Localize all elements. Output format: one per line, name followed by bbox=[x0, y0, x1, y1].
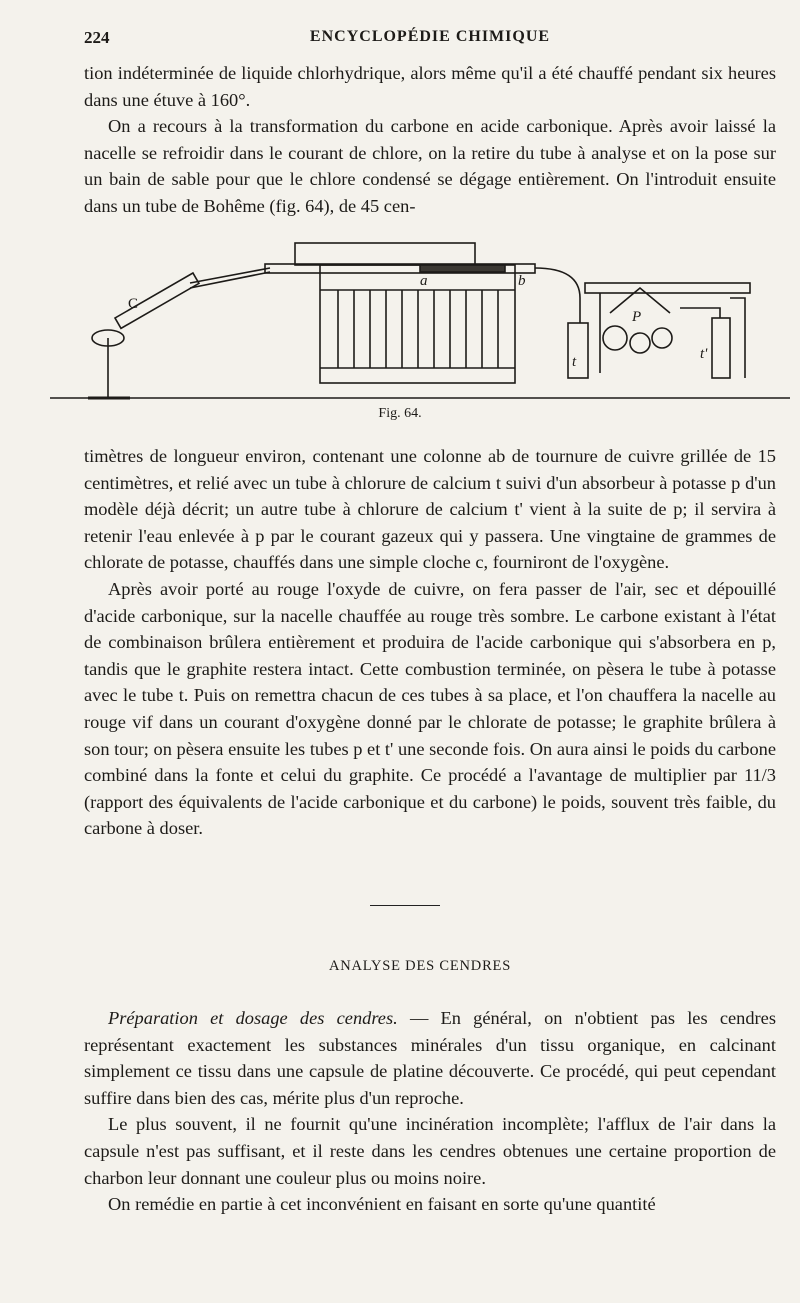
paragraph: On a recours à la transformation du carbone en acide carbonique. Après avoir laissé la nacelle se refroidir dans le courant de chlore, on la retire du tube à analyse et on la pose sur un bain de sable pour que le chlore condensé se dégage entièrement. On l'introduit ensuite dans un tube de Bohême (fig. 64), de 45 cen- bbox=[84, 116, 776, 216]
link-tube bbox=[680, 308, 720, 318]
text-block-top bbox=[84, 60, 776, 220]
support-shelf bbox=[585, 283, 750, 293]
subsection-body: — En général, on n'obtient pas les cendres représentant exactement les substances minérales d'un tissu organique, en calcinant simplement ce tissu dans une capsule de platine découverte. Ce procédé, qui peut cependant suffire dans bien des cas, mérite plus d'un reproche. bbox=[84, 1008, 776, 1108]
subsection-heading: Préparation et dosage des cendres. bbox=[108, 1008, 398, 1028]
potash-bulb-3 bbox=[652, 328, 672, 348]
paragraph: On remédie en partie à cet inconvénient en faisant en sorte qu'une quantité bbox=[108, 1194, 656, 1215]
copper-column bbox=[420, 265, 505, 272]
paragraph: timètres de longueur environ, contenant une colonne ab de tournure de cuivre grillée de 15 centimètres, et relié avec un tube à chlorure de calcium t suivi d'un absorbeur à potasse p d'un modèle déjà décrit; un autre tube à chlorure de calcium t' vient à la suite de p; il servira à retenir l'eau enlevée à p par le courant gazeux qui y passera. Une vingtaine de grammes de chlorate de potasse, chauffés dans une simple cloche c, fourniront de l'oxygène. bbox=[84, 446, 776, 573]
text-block-bottom bbox=[84, 1005, 776, 1218]
section-divider bbox=[370, 905, 440, 906]
paragraph: tion indéterminée de liquide chlorhydrique, alors même qu'il a été chauffé pendant six heures dans une étuve à 160°. bbox=[84, 63, 776, 110]
calcium-tube-t-prime bbox=[712, 318, 730, 378]
text-block-middle bbox=[84, 443, 776, 842]
running-title: ENCYCLOPÉDIE CHIMIQUE bbox=[309, 28, 551, 45]
page-header bbox=[84, 28, 776, 52]
label-p: P bbox=[632, 309, 642, 325]
label-b: b bbox=[518, 273, 526, 289]
label-t-prime: t' bbox=[700, 346, 708, 362]
page-number: 224 bbox=[84, 28, 110, 47]
figure-caption: Fig. 64. bbox=[378, 406, 422, 421]
outlet-tube bbox=[730, 298, 745, 378]
combustion-apparatus-drawing bbox=[40, 228, 800, 413]
subsection-paragraph bbox=[84, 1005, 776, 1111]
furnace-grid bbox=[320, 290, 515, 368]
label-a: a bbox=[420, 273, 428, 289]
paragraph: Le plus souvent, il ne fournit qu'une incinération incomplète; l'afflux de l'air dans la capsule n'est pas suffisant, et il reste dans les cendres obtenues une certaine proportion de charbon leur donnant une couleur plus ou moins noire. bbox=[84, 1114, 776, 1188]
label-c: C bbox=[128, 296, 139, 312]
potash-bulb-1 bbox=[603, 326, 627, 350]
apparatus-figure bbox=[40, 228, 800, 413]
furnace-top bbox=[295, 243, 475, 265]
calcium-tube-t bbox=[568, 323, 588, 378]
label-t: t bbox=[572, 354, 577, 370]
paragraph: Après avoir porté au rouge l'oxyde de cuivre, on fera passer de l'air, sec et dépouillé d'acide carbonique, sur la nacelle chauffée au rouge très sombre. Le carbone existant à l'état de combinaison brûlera entièrement et produira de l'acide carbonique qui s'absorbera en p, tandis que le graphite restera intact. Cette combustion terminée, on pèsera le tube à potasse avec le tube t. Puis on remettra chacun de ces tubes à sa place, et l'on chauffera la nacelle au rouge vif dans un courant d'oxygène donné par le chlorate de potasse; le graphite brûlera à son tour; on pèsera ensuite les tubes p et t' une seconde fois. On aura ainsi le poids du carbone combiné dans la fonte et celui du graphite. Ce procédé a l'avantage de multiplier par 11/3 (rapport des équivalents de l'acide carbonique et du carbone) le poids, souvent très faible, du carbone à doser. bbox=[84, 578, 776, 839]
potash-bulb-2 bbox=[630, 333, 650, 353]
section-title: ANALYSE DES CENDRES bbox=[328, 958, 512, 974]
connector-tube-right bbox=[535, 268, 580, 323]
